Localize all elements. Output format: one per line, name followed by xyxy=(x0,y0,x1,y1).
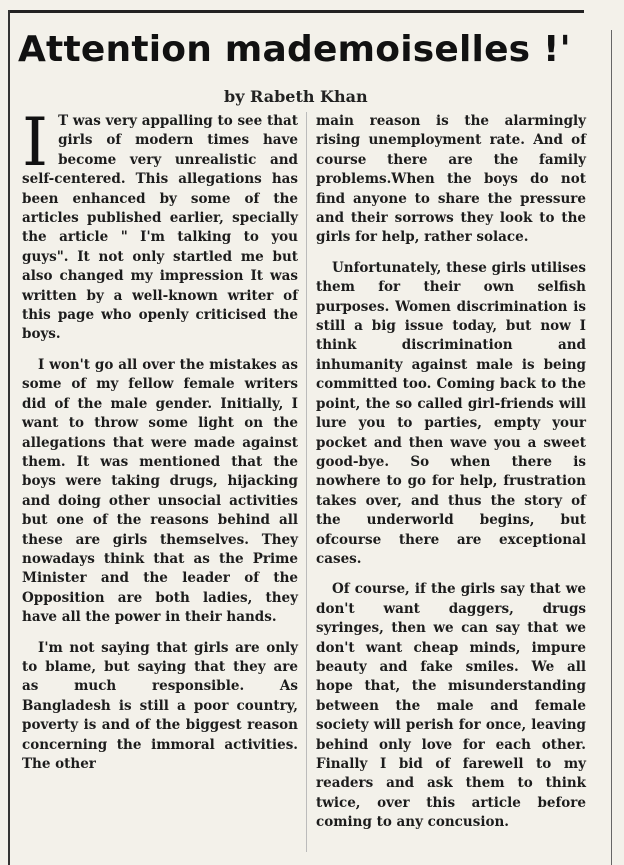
paragraph-1 xyxy=(22,104,298,345)
paragraph-6: Of course, if the girls say that we don't want daggers, drugs syringes, then we can say that we don't want cheap minds, impure beauty and fake smiles. We all hope that, the misunderstanding between the male and female society will perish for once, leaving behind only love for each other. Finally I bid of farewell to my readers and ask them to think twice, over this article before coming to any concusion. xyxy=(316,581,586,831)
paragraph-2: I won't go all over the mistakes as some of my fellow female writers did of the male gender. Initially, I want to throw some light on the allegations that were made against them. It was mentioned that the boys were taking drugs, hijacking and doing other unsocial activities but one of the reasons behind all these are girls themselves. They nowadays think that as the Prime Minister and the leader of the Opposition are both ladies, they have all the power in their hands. xyxy=(22,356,298,626)
paragraph-4: main reason is the alarmingly rising unemployment rate. And of course there are the family problems.When the boys do not find anyone to share the pressure and their sorrows they look to the girls for help, rather solace. xyxy=(316,113,586,246)
article-headline: Attention mademoiselles !' xyxy=(18,29,571,70)
left-column xyxy=(22,104,298,785)
drop-cap: I xyxy=(22,104,49,181)
right-rule xyxy=(611,30,612,865)
paragraph-3: I'm not saying that girls are only to blame, but saying that they are as much responsible. As Bangladesh is still a poor country, poverty is and of the biggest reason concerning the immoral activities. The other xyxy=(22,639,298,772)
column-gutter xyxy=(306,112,307,852)
paragraph-1-text: T was very appalling to see that girls of modern times have become very unrealistic and self-centered. This allegations has been enhanced by some of the articles published earlier, specially the article " I'm talking to you guys". It not only startled me but also changed my impression It was written by a well-known writer of this page who openly criticised the boys. xyxy=(22,113,298,343)
left-rule xyxy=(8,10,10,865)
paragraph-5: Unfortunately, these girls utilises them for their own selfish purposes. Women discrimination is still a big issue today, but now I think discrimination and inhumanity against male is being committed too. Coming back to the point, the so called girl-friends will lure you to parties, empty your pocket and then wave you a sweet good-bye. So when there is nowhere to go for help, frustration takes over, and thus the story of the underworld begins, but ofcourse there are exceptional cases. xyxy=(316,259,586,567)
top-rule xyxy=(8,10,584,13)
article-byline: by Rabeth Khan xyxy=(224,87,368,106)
right-column xyxy=(316,112,586,844)
